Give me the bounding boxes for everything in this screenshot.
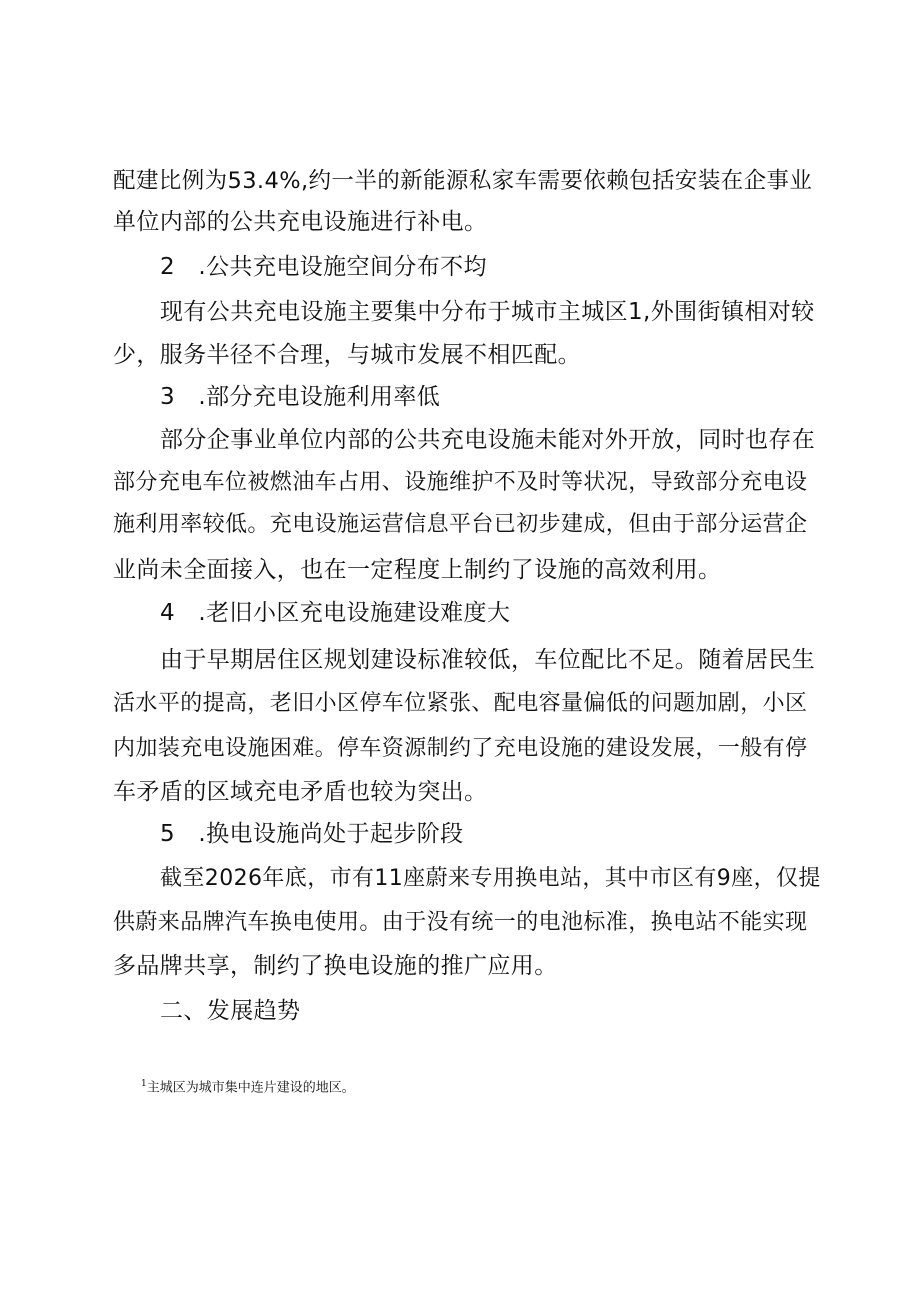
paragraph-line-4: 少，服务半径不合理，与城市发展不相匹配。 <box>113 342 581 368</box>
section-heading-4: 4 .老旧小区充电设施建设难度大 <box>160 600 511 626</box>
paragraph-line-3: 现有公共充电设施主要集中分布于城市主城区1,外围街镇相对较 <box>160 299 815 325</box>
section-heading-5: 5 .换电设施尚处于起步阶段 <box>160 821 464 847</box>
paragraph-line-7: 施利用率较低。充电设施运营信息平台已初步建成，但由于部分运营企 <box>113 512 808 537</box>
footnote <box>141 1075 355 1097</box>
paragraph-line-11: 内加装充电设施困难。停车资源制约了充电设施的建设发展，一般有停 <box>113 736 808 761</box>
paragraph-line-10: 活水平的提高，老旧小区停车位紧张、配电容量偏低的问题加剧，小区 <box>113 691 808 716</box>
paragraph-line-2: 单位内部的公共充电设施进行补电。 <box>113 209 488 235</box>
paragraph-line-8: 业尚未全面接入，也在一定程度上制约了设施的高效利用。 <box>113 557 722 583</box>
paragraph-line-5: 部分企事业单位内部的公共充电设施未能对外开放，同时也存在 <box>160 427 816 453</box>
footnote-text: 主城区为城市集中连片建设的地区。 <box>146 1080 355 1096</box>
section-heading-3: 3 .部分充电设施利用率低 <box>160 384 441 410</box>
footnote-mark: 1 <box>141 1079 147 1089</box>
paragraph-line-6: 部分充电车位被燃油车占用、设施维护不及时等状况，导致部分充电设 <box>113 470 808 495</box>
paragraph-line-14: 供蔚来品牌汽车换电使用。由于没有统一的电池标准，换电站不能实现 <box>113 910 808 935</box>
paragraph-line-1: 配建比例为53.4%,约一半的新能源私家车需要依赖包括安装在企事业 <box>113 168 813 194</box>
paragraph-line-15: 多品牌共享，制约了换电设施的推广应用。 <box>113 953 558 979</box>
paragraph-line-12: 车矛盾的区域充电矛盾也较为突出。 <box>113 779 488 805</box>
paragraph-line-9: 由于早期居住区规划建设标准较低，车位配比不足。随着居民生 <box>160 647 816 673</box>
section-heading-trend: 二、发展趋势 <box>160 998 301 1024</box>
section-heading-2: 2 .公共充电设施空间分布不均 <box>160 254 487 280</box>
paragraph-line-13: 截至2026年底，市有11座蔚来专用换电站，其中市区有9座，仅提 <box>160 866 821 891</box>
